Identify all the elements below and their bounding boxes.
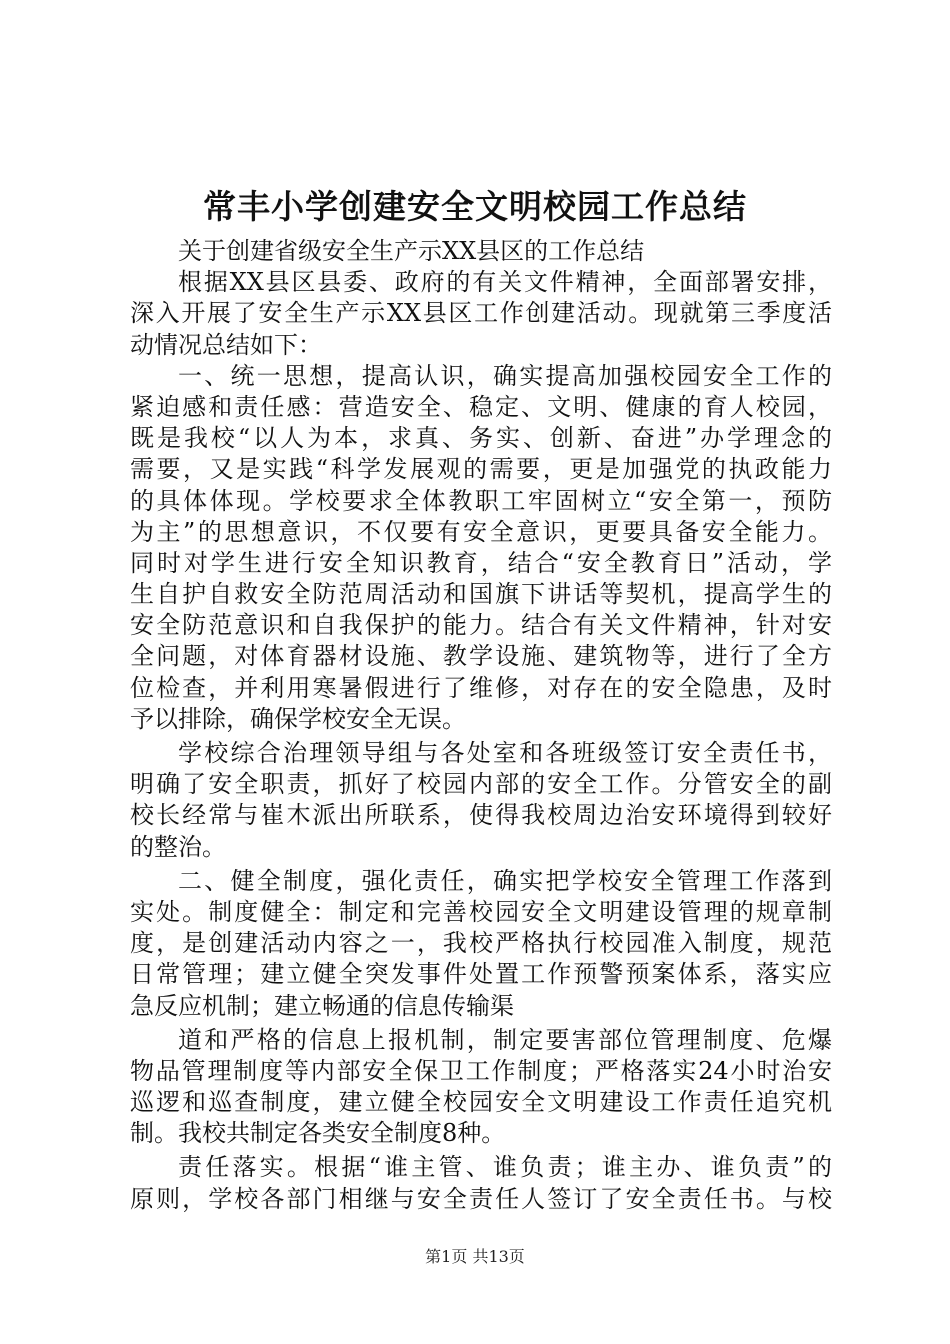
text-line: 根据XX县区县委、政府的有关文件精神，全面部署安排， <box>178 268 832 297</box>
text-line: 一、统一思想，提高认识，确实提高加强校园安全工作的 <box>178 361 832 390</box>
text-line: 明确了安全职责，抓好了校园内部的安全工作。分管安全的副 <box>130 770 832 799</box>
text-line: 日常管理；建立健全突发事件处置工作预警预案体系，落实应 <box>130 960 832 989</box>
text-line: 校长经常与崔木派出所联系，使得我校周边治安环境得到较好 <box>130 801 832 830</box>
text-line: 动情况总结如下： <box>130 330 322 359</box>
text-line: 生自护自救安全防范周活动和国旗下讲话等契机，提高学生的 <box>130 580 832 609</box>
text-line: 的具体体现。学校要求全体教职工牢固树立“安全第一，预防 <box>130 486 832 515</box>
document-body <box>130 236 832 1215</box>
text-line: 关于创建省级安全生产示XX县区的工作总结 <box>178 237 645 265</box>
text-line: 制。我校共制定各类安全制度8种。 <box>130 1119 506 1148</box>
text-line: 物品管理制度等内部安全保卫工作制度；严格落实24小时治安 <box>130 1056 832 1085</box>
text-line: 全问题，对体育器材设施、教学设施、建筑物等，进行了全方 <box>130 642 832 671</box>
text-line: 急反应机制；建立畅通的信息传输渠 <box>130 991 514 1020</box>
text-line: 实处。制度健全：制定和完善校园安全文明建设管理的规章制 <box>130 897 832 926</box>
text-line: 巡逻和巡查制度，建立健全校园安全文明建设工作责任追究机 <box>130 1088 832 1117</box>
text-line: 道和严格的信息上报机制，制定要害部位管理制度、危爆 <box>178 1025 832 1054</box>
text-line: 二、健全制度，强化责任，确实把学校安全管理工作落到 <box>178 866 832 895</box>
text-line: 安全防范意识和自我保护的能力。结合有关文件精神，针对安 <box>130 611 832 640</box>
text-line: 为主”的思想意识，不仅要有安全意识，更要具备安全能力。 <box>130 517 832 546</box>
text-line: 原则，学校各部门相继与安全责任人签订了安全责任书。与校 <box>130 1184 832 1213</box>
text-line: 既是我校“以人为本，求真、务实、创新、奋进”办学理念的 <box>130 424 832 453</box>
text-line: 需要，又是实践“科学发展观的需要，更是加强党的执政能力 <box>130 455 832 484</box>
text-line: 予以排除，确保学校安全无误。 <box>130 704 466 733</box>
page-title: 常丰小学创建安全文明校园工作总结 <box>203 187 747 226</box>
text-line: 深入开展了安全生产示XX县区工作创建活动。现就第三季度活 <box>130 299 832 328</box>
text-line: 的整治。 <box>130 832 226 861</box>
text-line: 紧迫感和责任感：营造安全、稳定、文明、健康的育人校园， <box>130 392 832 421</box>
text-line: 责任落实。根据“谁主管、谁负责；谁主办、谁负责”的 <box>178 1153 832 1182</box>
text-line: 位检查，并利用寒暑假进行了维修，对存在的安全隐患，及时 <box>130 673 832 702</box>
text-line: 度，是创建活动内容之一，我校严格执行校园准入制度，规范 <box>130 929 832 958</box>
text-line: 同时对学生进行安全知识教育，结合“安全教育日”活动，学 <box>130 548 832 577</box>
page-footer: 第1页 共13页 <box>425 1247 525 1266</box>
text-line: 学校综合治理领导组与各处室和各班级签订安全责任书， <box>178 739 832 767</box>
